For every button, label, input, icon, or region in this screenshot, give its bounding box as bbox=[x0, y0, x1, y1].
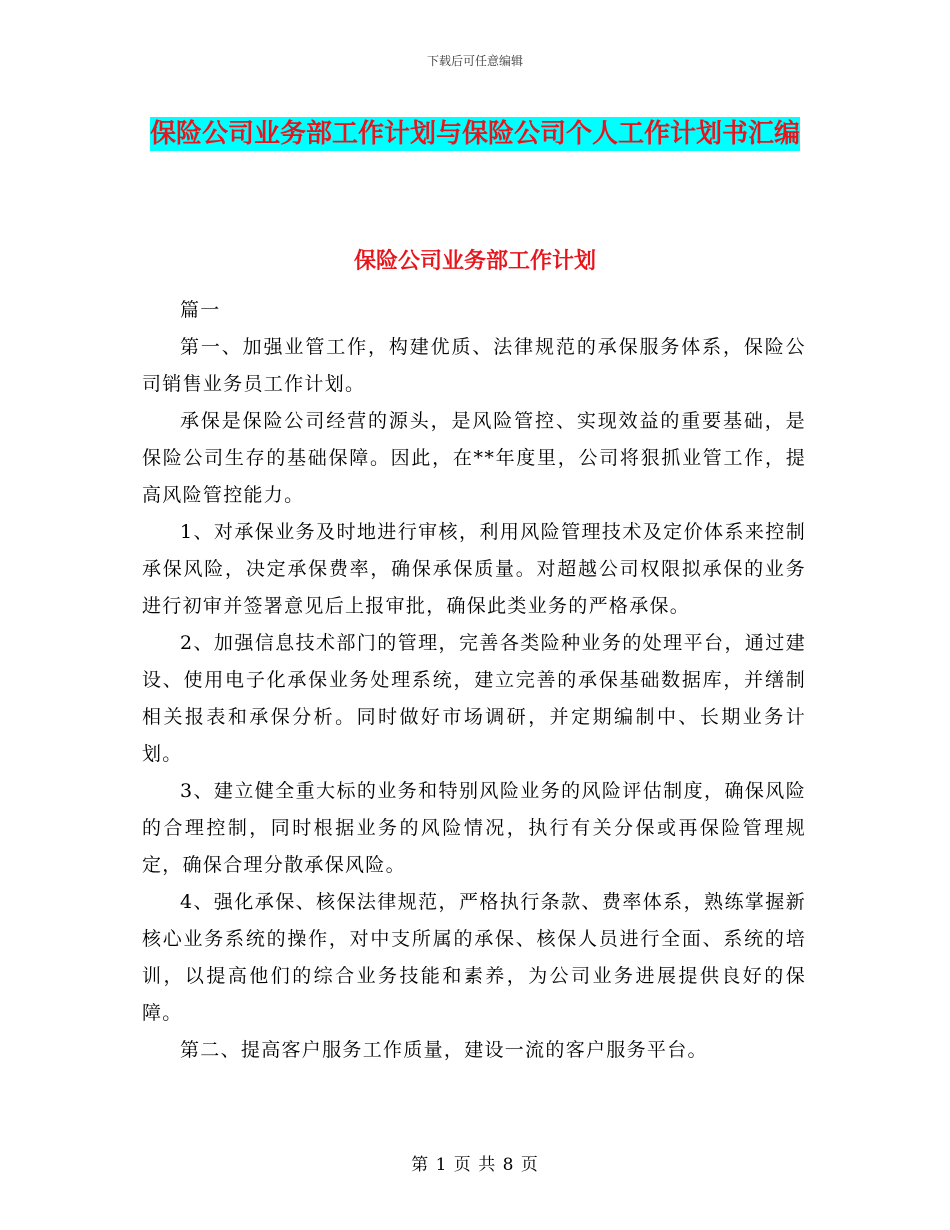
paragraph-1: 篇一 bbox=[180, 299, 221, 321]
document-body bbox=[142, 292, 806, 1069]
paragraph-5: 2、加强信息技术部门的管理，完善各类险种业务的处理平台，通过建设、使用电子化承保业务处理系统，建立完善的承保基础数据库，并缮制相关报表和承保分析。同时做好市场调研，并定期编制中、长期业务计划。 bbox=[142, 632, 806, 765]
paragraph-8: 第二、提高客户服务工作质量，建设一流的客户服务平台。 bbox=[180, 1039, 708, 1061]
paragraph-2: 第一、加强业管工作，构建优质、法律规范的承保服务体系，保险公司销售业务员工作计划。 bbox=[142, 336, 806, 395]
paragraph-3: 承保是保险公司经营的源头，是风险管控、实现效益的重要基础，是保险公司生存的基础保障。因此，在**年度里，公司将狠抓业管工作，提高风险管控能力。 bbox=[142, 410, 806, 506]
paragraph-6: 3、建立健全重大标的业务和特别风险业务的风险评估制度，确保风险的合理控制，同时根据业务的风险情况，执行有关分保或再保险管理规定，确保合理分散承保风险。 bbox=[142, 780, 806, 876]
header-note: 下载后可任意编辑 bbox=[426, 54, 523, 68]
page-number-text: 第 1 页 共 8 页 bbox=[411, 1155, 539, 1175]
paragraph-7: 4、强化承保、核保法律规范，严格执行条款、费率体系，熟练掌握新核心业务系统的操作，对中支所属的承保、核保人员进行全面、系统的培训，以提高他们的综合业务技能和素养，为公司业务进展提供良好的保障。 bbox=[142, 891, 806, 1024]
page-number-footer bbox=[0, 1154, 950, 1176]
document-title-text: 保险公司业务部工作计划与保险公司个人工作计划书汇编 bbox=[149, 119, 800, 149]
document-title bbox=[140, 111, 810, 157]
paragraph-4: 1、对承保业务及时地进行审核，利用风险管理技术及定价体系来控制承保风险，决定承保费率，确保承保质量。对超越公司权限拟承保的业务进行初审并签署意见后上报审批，确保此类业务的严格承保。 bbox=[142, 521, 806, 617]
section-title: 保险公司业务部工作计划 bbox=[353, 249, 596, 274]
